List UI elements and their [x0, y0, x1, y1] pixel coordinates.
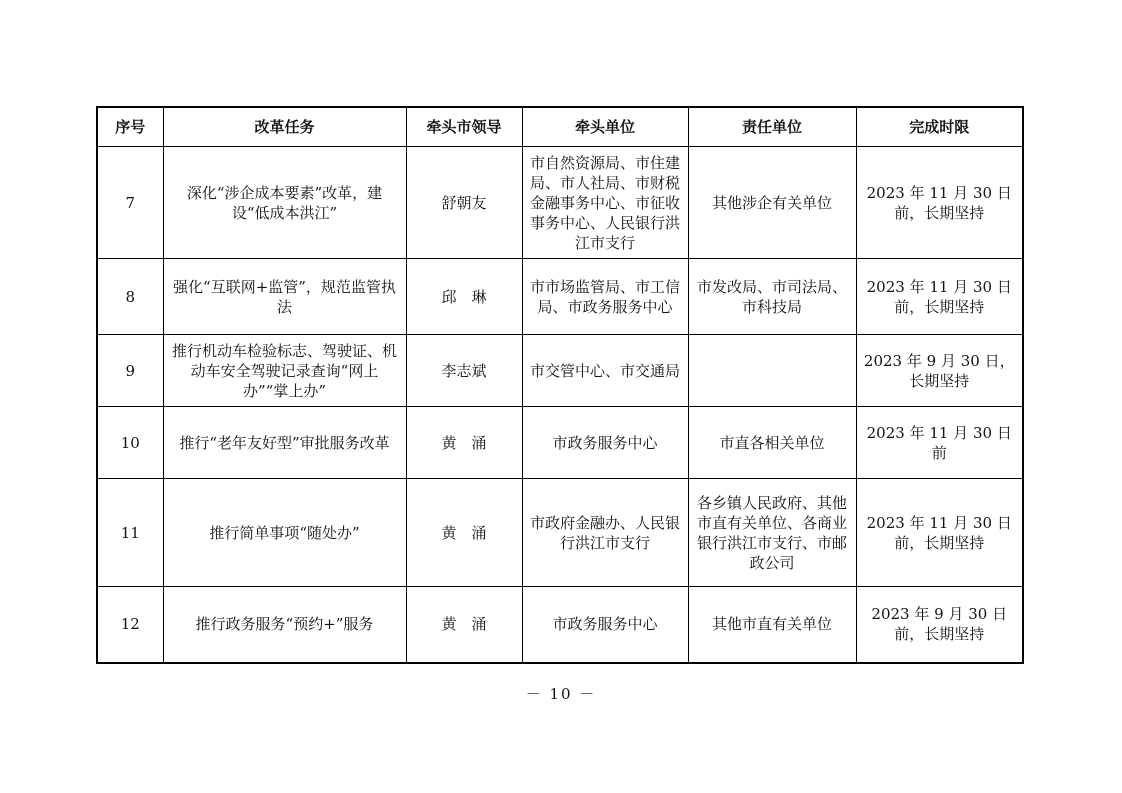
cell-index: 11 — [97, 479, 163, 587]
cell-lead-unit: 市市场监管局、市工信局、市政务服务中心 — [522, 259, 688, 335]
cell-lead-unit: 市政务服务中心 — [522, 407, 688, 479]
cell-index: 7 — [97, 147, 163, 259]
cell-deadline: 2023 年 9 月 30 日前，长期坚持 — [856, 587, 1023, 663]
table-row — [97, 259, 1023, 335]
header-lead-unit: 牵头单位 — [522, 107, 688, 147]
cell-task: 推行机动车检验标志、驾驶证、机动车安全驾驶记录查询“网上办”“掌上办” — [163, 335, 406, 407]
cell-lead-unit: 市政务服务中心 — [522, 587, 688, 663]
cell-lead-unit: 市交管中心、市交通局 — [522, 335, 688, 407]
cell-responsible-unit: 其他涉企有关单位 — [688, 147, 856, 259]
cell-index: 10 — [97, 407, 163, 479]
cell-responsible-unit — [688, 335, 856, 407]
header-task: 改革任务 — [163, 107, 406, 147]
cell-task: 强化“互联网+监管”，规范监管执法 — [163, 259, 406, 335]
cell-leader: 舒朝友 — [406, 147, 522, 259]
cell-deadline: 2023 年 11 月 30 日前，长期坚持 — [856, 147, 1023, 259]
cell-leader: 黄 涌 — [406, 587, 522, 663]
cell-index: 8 — [97, 259, 163, 335]
cell-deadline: 2023 年 11 月 30 日前 — [856, 407, 1023, 479]
header-leader: 牵头市领导 — [406, 107, 522, 147]
cell-task: 推行政务服务“预约+”服务 — [163, 587, 406, 663]
cell-leader: 黄 涌 — [406, 407, 522, 479]
cell-lead-unit: 市自然资源局、市住建局、市人社局、市财税金融事务中心、市征收事务中心、人民银行洪江市支行 — [522, 147, 688, 259]
page-number: － 10 － — [525, 685, 597, 703]
cell-responsible-unit: 市直各相关单位 — [688, 407, 856, 479]
header-responsible-unit: 责任单位 — [688, 107, 856, 147]
cell-leader: 李志斌 — [406, 335, 522, 407]
cell-deadline: 2023 年 11 月 30 日前，长期坚持 — [856, 259, 1023, 335]
cell-index: 9 — [97, 335, 163, 407]
cell-responsible-unit: 各乡镇人民政府、其他市直有关单位、各商业银行洪江市支行、市邮政公司 — [688, 479, 856, 587]
header-row — [97, 107, 1023, 147]
cell-responsible-unit: 市发改局、市司法局、市科技局 — [688, 259, 856, 335]
cell-deadline: 2023 年 9 月 30 日，长期坚持 — [856, 335, 1023, 407]
cell-leader: 邱 琳 — [406, 259, 522, 335]
table-row — [97, 147, 1023, 259]
table-row — [97, 335, 1023, 407]
cell-task: 推行简单事项“随处办” — [163, 479, 406, 587]
table-row — [97, 407, 1023, 479]
table-row — [97, 479, 1023, 587]
cell-leader: 黄 涌 — [406, 479, 522, 587]
header-index: 序号 — [97, 107, 163, 147]
cell-task: 深化“涉企成本要素”改革，建设“低成本洪江” — [163, 147, 406, 259]
cell-responsible-unit: 其他市直有关单位 — [688, 587, 856, 663]
cell-task: 推行“老年友好型”审批服务改革 — [163, 407, 406, 479]
cell-deadline: 2023 年 11 月 30 日前，长期坚持 — [856, 479, 1023, 587]
table-row — [97, 587, 1023, 663]
cell-index: 12 — [97, 587, 163, 663]
header-deadline: 完成时限 — [856, 107, 1023, 147]
cell-lead-unit: 市政府金融办、人民银行洪江市支行 — [522, 479, 688, 587]
reform-task-table — [96, 106, 1024, 664]
